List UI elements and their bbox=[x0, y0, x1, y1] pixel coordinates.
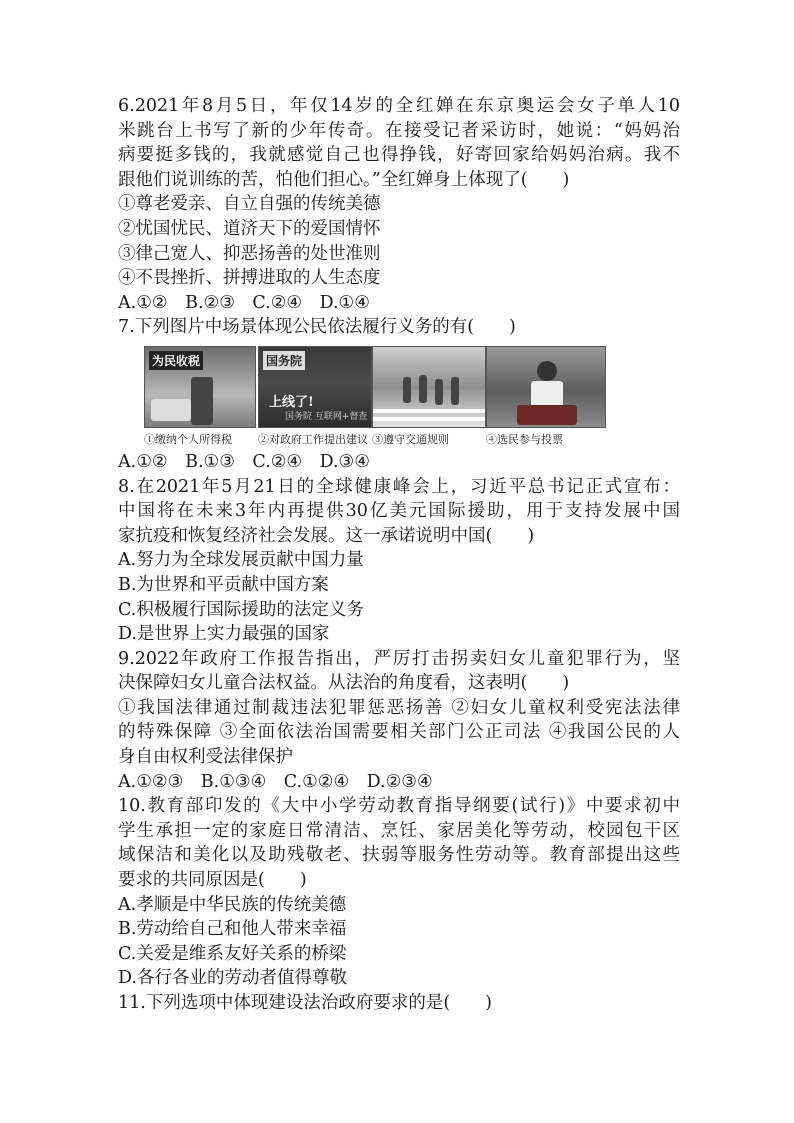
counter-shape bbox=[151, 399, 191, 421]
q7-caption: ②对政府工作提出建议 bbox=[258, 432, 368, 446]
q6-stem-line: 米跳台上书写了新的少年传奇。在接受记者采访时，她说：“妈妈治 bbox=[118, 120, 680, 141]
exam-content bbox=[118, 94, 680, 1016]
q8-stem-line: 家抗疫和恢复经济社会发展。这一承诺说明中国( ) bbox=[118, 525, 535, 546]
q7-photo-suggest bbox=[258, 346, 368, 448]
q6-stem-line: 跟他们说训练的苦，怕他们担心。”全红婵身上体现了( ) bbox=[118, 169, 570, 190]
person-figure bbox=[191, 377, 213, 425]
question-11 bbox=[118, 991, 680, 1016]
q8-stem-line: 8.在2021年5月21日的全球健康峰会上，习近平总书记正式宣布： bbox=[118, 476, 680, 497]
pedestrian-figure bbox=[451, 377, 459, 405]
tax-sign-text: 为民收税 bbox=[149, 351, 203, 370]
q7-photo-traffic bbox=[372, 346, 476, 448]
q6-item: ③律己宽人、抑恶扬善的处世准则 bbox=[118, 243, 381, 264]
q8-option: C.积极履行国际援助的法定义务 bbox=[118, 599, 364, 620]
voter-head bbox=[537, 361, 557, 381]
pedestrian-figure bbox=[435, 379, 443, 405]
q10-stem-line: 10.教育部印发的《大中小学劳动教育指导纲要(试行)》中要求初中 bbox=[118, 796, 680, 817]
q10-option: D.各行各业的劳动者值得尊敬 bbox=[118, 968, 347, 989]
question-10 bbox=[118, 794, 680, 991]
gov-sign-text: 国务院 bbox=[263, 351, 305, 370]
pedestrian-figure bbox=[419, 375, 427, 403]
q6-stem-line: 6.2021年8月5日，年仅14岁的全红婵在东京奥运会女子单人10 bbox=[118, 96, 680, 116]
q7-photo-row bbox=[144, 346, 680, 448]
question-7 bbox=[118, 315, 680, 474]
question-6 bbox=[118, 94, 680, 315]
q7-photo-tax bbox=[144, 346, 248, 448]
crosswalk-image bbox=[372, 346, 486, 428]
crosswalk-stripe bbox=[373, 417, 485, 421]
voting-image bbox=[486, 346, 606, 428]
crosswalk-stripe bbox=[373, 409, 485, 413]
q9-item-line: 的特殊保障 ③全面依法治国需要相关部门公正司法 ④我国公民的人 bbox=[118, 722, 680, 743]
q8-option: D.是世界上实力最强的国家 bbox=[118, 624, 330, 645]
q6-item: ①尊老爱亲、自立自强的传统美德 bbox=[118, 194, 381, 215]
question-9 bbox=[118, 647, 680, 795]
ballot-box bbox=[517, 405, 577, 425]
q10-stem-line: 域保洁和美化以及助残敬老、扶弱等服务性劳动等。教育部提出这些 bbox=[118, 845, 680, 866]
q8-option: B.为世界和平贡献中国方案 bbox=[118, 574, 329, 595]
q8-option: A.努力为全球发展贡献中国力量 bbox=[118, 550, 364, 571]
q9-item-line: ①我国法律通过制裁违法犯罪惩恶扬善 ②妇女儿童权利受宪法法律 bbox=[118, 697, 680, 718]
q10-stem-line: 要求的共同原因是( ) bbox=[118, 870, 307, 891]
q6-item: ④不畏挫折、拼搏进取的人生态度 bbox=[118, 268, 381, 289]
pedestrian-figure bbox=[403, 377, 411, 403]
q11-stem: 11.下列选项中体现建设法治政府要求的是( ) bbox=[118, 993, 492, 1013]
q9-stem-line: 9.2022年政府工作报告指出，严厉打击拐卖妇女儿童犯罪行为，坚 bbox=[118, 648, 680, 669]
tax-office-image bbox=[144, 346, 256, 428]
question-8 bbox=[118, 475, 680, 647]
q9-options: A.①②③ B.①③④ C.①②④ D.②③④ bbox=[118, 771, 433, 792]
q8-stem-line: 中国将在未来3年内再提供30亿美元国际援助，用于支持发展中国 bbox=[118, 501, 680, 522]
q6-item: ②忧国忧民、道济天下的爱国情怀 bbox=[118, 218, 381, 239]
q7-caption: ③遵守交通规则 bbox=[372, 432, 449, 446]
q6-options: A.①② B.②③ C.②④ D.①④ bbox=[118, 292, 370, 313]
government-website-image bbox=[258, 346, 372, 428]
gov-sub-text: 国务院 互联网+督查 bbox=[285, 411, 368, 422]
q9-item-line: 身自由权利受法律保护 bbox=[118, 747, 293, 768]
q7-options: A.①② B.①③ C.②④ D.③④ bbox=[118, 451, 370, 472]
q7-photo-vote bbox=[486, 346, 590, 448]
q9-stem-line: 决保障妇女儿童合法权益。从法治的角度看，这表明( ) bbox=[118, 673, 570, 694]
q10-option: B.劳动给自己和他人带来幸福 bbox=[118, 919, 347, 940]
q7-caption: ④选民参与投票 bbox=[486, 432, 563, 446]
q6-stem-line: 病要挺多钱的，我就感觉自己也得挣钱，好寄回家给妈妈治病。我不 bbox=[118, 145, 680, 166]
q10-option: A.孝顺是中华民族的传统美德 bbox=[118, 894, 347, 915]
gov-online-text: 上线了! bbox=[269, 394, 314, 410]
q10-stem-line: 学生承担一定的家庭日常清洁、烹饪、家居美化等劳动，校园包干区 bbox=[118, 820, 680, 841]
q7-caption: ①缴纳个人所得税 bbox=[144, 432, 232, 446]
q10-option: C.关爱是维系友好关系的桥梁 bbox=[118, 943, 347, 964]
q7-stem: 7.下列图片中场景体现公民依法履行义务的有( ) bbox=[118, 317, 516, 338]
